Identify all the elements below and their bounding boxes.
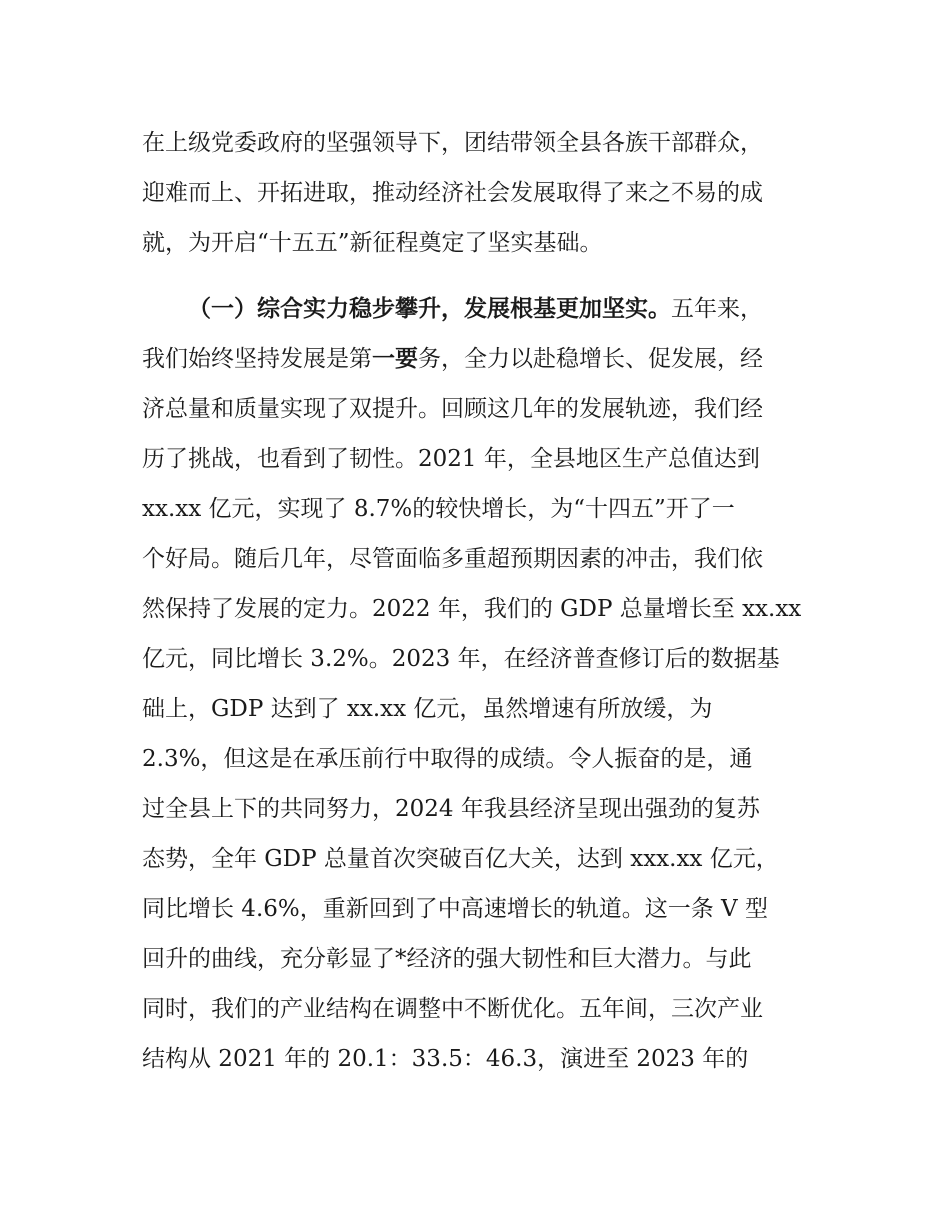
paragraph-2-line: 同比增长 4.6%，重新回到了中高速增长的轨道。这一条 V 型 (142, 896, 768, 922)
paragraph-2-line: 历了挑战，也看到了韧性。2021 年，全县地区生产总值达到 (142, 446, 760, 472)
paragraph-2-line: 同时，我们的产业结构在调整中不断优化。五年间，三次产业 (142, 996, 763, 1022)
paragraph-2-line: 个好局。随后几年，尽管面临多重超预期因素的冲击，我们依 (142, 546, 763, 572)
paragraph-2-line: 础上，GDP 达到了 xx.xx 亿元，虽然增速有所放缓，为 (142, 696, 713, 722)
paragraph-1-line-3: 就，为开启“十五五”新征程奠定了坚实基础。 (142, 230, 603, 256)
line-2-after: 务，全力以赴稳增长、促发展，经 (418, 346, 763, 372)
section-heading: （一）综合实力稳步攀升，发展根基更加坚实。 (188, 295, 671, 322)
paragraph-2-line: 态势，全年 GDP 总量首次突破百亿大关，达到 xxx.xx 亿元， (142, 846, 779, 872)
paragraph-2-line: xx.xx 亿元，实现了 8.7%的较快增长，为“十四五”开了一 (142, 496, 735, 522)
paragraph-2-line-2 (142, 344, 763, 374)
paragraph-1-line-1: 在上级党委政府的坚强领导下，团结带领全县各族干部群众， (142, 130, 763, 156)
paragraph-2-line-1 (188, 294, 763, 324)
paragraph-2-line: 2.3%，但这是在承压前行中取得的成绩。令人振奋的是，通 (142, 746, 753, 772)
paragraph-2-line: 然保持了发展的定力。2022 年，我们的 GDP 总量增长至 xx.xx (142, 596, 802, 622)
paragraph-2-line: 亿元，同比增长 3.2%。2023 年，在经济普查修订后的数据基 (142, 646, 780, 672)
paragraph-2-line: 结构从 2021 年的 20.1：33.5：46.3，演进至 2023 年的 (142, 1046, 749, 1072)
line-2-bold: 一要 (372, 345, 418, 372)
paragraph-1-line-2: 迎难而上、开拓进取，推动经济社会发展取得了来之不易的成 (142, 180, 763, 206)
paragraph-2-line: 济总量和质量实现了双提升。回顾这几年的发展轨迹，我们经 (142, 396, 763, 422)
paragraph-2-line: 过全县上下的共同努力，2024 年我县经济呈现出强劲的复苏 (142, 796, 760, 822)
line-2-before: 我们始终坚持发展是第 (142, 346, 372, 372)
heading-continuation: 五年来， (671, 296, 763, 322)
paragraph-2-line: 回升的曲线，充分彰显了*经济的强大韧性和巨大潜力。与此 (142, 946, 752, 972)
